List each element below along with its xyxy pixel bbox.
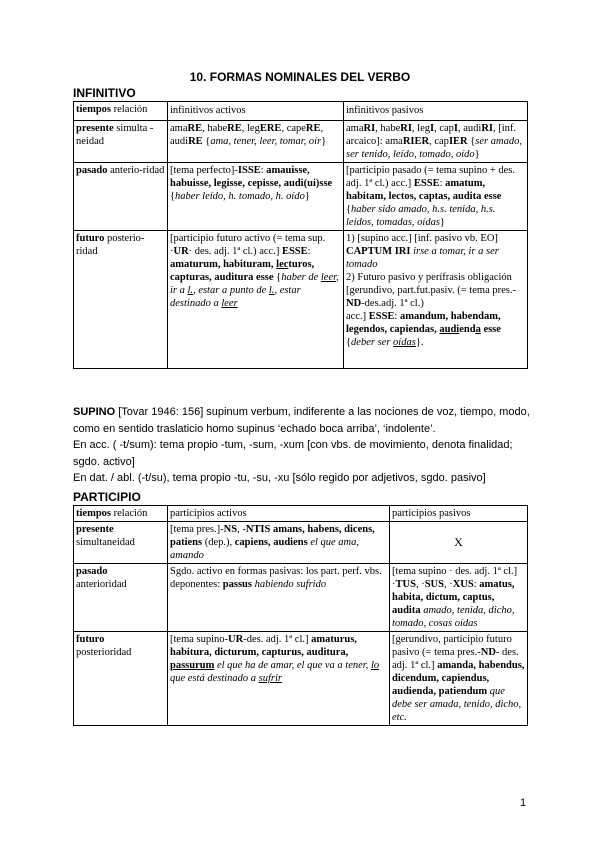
passive-cell: 1) [supino acc.] [inf. pasivo vb. EO] CAPTUM IRI irse a tomar, ir a ser tomado 2) Futuro pasivo y perífrasis obligación [gerundivo, part.fut.pasiv. (= tema pres.-ND-des.adj. 1ª cl.) acc.] ESSE: amandum, habendam, legendos, capiendas, audienda esse {deber ser oídas}. <box>344 231 528 369</box>
tense-cell: pasado anterioridad <box>74 564 168 632</box>
tense-cell: futuro posterioridad <box>74 632 168 726</box>
tense-cell: futuro posterio-ridad <box>74 231 168 369</box>
table-row <box>74 564 528 632</box>
supino-paragraph <box>73 404 533 487</box>
passive-cell-empty: X <box>390 522 528 564</box>
passive-cell: [tema supino · des. adj. 1ª cl.] ·TUS, ·SUS, ·XUS: amatus, habita, dictum, captus, audita amado, tenida, dicho, tomado, cosas oídas <box>390 564 528 632</box>
header-cell-tiempos: tiempos relación <box>74 102 168 121</box>
active-cell: [participio futuro activo (= tema sup. ·UR· des. adj. 1ª cl.) acc.] ESSE: amaturum, habituram, lecturos, capturas, auditura esse {haber de leer, ir a l., estar a punto de l., estar destinado a leer <box>168 231 344 369</box>
participio-table <box>73 505 528 726</box>
table-row <box>74 522 528 564</box>
infinitivo-table <box>73 101 528 369</box>
active-cell: Sgdo. activo en formas pasivas: los part. perf. vbs. deponentes: passus habiendo sufrido <box>168 564 390 632</box>
tense-cell: pasado anterio-ridad <box>74 163 168 231</box>
passive-cell: [participio pasado (= tema supino + des. adj. 1ª cl.) acc.] ESSE: amatum, habitam, lectos, captas, audita esse {haber sido amado, h.s. tenida, h.s. leídos, tomadas, oídas} <box>344 163 528 231</box>
active-cell: [tema supino-UR-des. adj. 1ª cl.] amaturus, habitura, dicturum, capturus, auditura, passurum el que ha de amar, el que va a tener, lo que está destinado a sufrir <box>168 632 390 726</box>
header-cell-activos: participios activos <box>168 506 390 522</box>
header-cell-tiempos: tiempos relación <box>74 506 168 522</box>
active-cell: [tema perfecto]-ISSE: amauisse, habuisse, legisse, cepisse, audi(ui)sse {haber leído, h. tomado, h. oído} <box>168 163 344 231</box>
table-row <box>74 163 528 231</box>
header-cell-pasivos: infinitivos pasivos <box>344 102 528 121</box>
section-heading-infinitivo: INFINITIVO <box>73 86 136 100</box>
table-header-row <box>74 102 528 121</box>
tense-cell: presente simultaneidad <box>74 522 168 564</box>
supino-line-3: En dat. / abl. (-t/su), tema propio -tu, -su, -xu [sólo regido por adjetivos, sgdo. pasivo] <box>73 472 486 484</box>
table-row <box>74 632 528 726</box>
section-heading-participio: PARTICIPIO <box>73 490 141 504</box>
supino-line-1: SUPINO [Tovar 1946: 156] supinum verbum, indiferente a las nociones de voz, tiempo, modo, como en sentido traslaticio homo supinus ‘echado boca arriba’, ‘indolente’. <box>73 406 530 435</box>
page-title: 10. FORMAS NOMINALES DEL VERBO <box>189 70 411 84</box>
active-cell: [tema pres.]-NS, -NTIS amans, habens, dicens, patiens (dep.), capiens, audiens el que ama, amando <box>168 522 390 564</box>
tense-cell: presente simulta -neidad <box>74 121 168 163</box>
page-number: 1 <box>520 797 527 809</box>
table-header-row <box>74 506 528 522</box>
passive-cell: amaRI, habeRI, legI, capI, audiRI, [inf. arcaico]: amaRIER, capIER {ser amado, ser tenido, leído, tomado, oído} <box>344 121 528 163</box>
header-cell-activos: infinitivos activos <box>168 102 344 121</box>
table-row <box>74 121 528 163</box>
header-cell-pasivos: participios pasivos <box>390 506 528 522</box>
supino-line-2: En acc. ( -t/sum): tema propio -tum, -sum, -xum [con vbs. de movimiento, denota finalidad; sgdo. activo] <box>73 439 513 468</box>
table-row <box>74 231 528 369</box>
passive-cell: [gerundivo, participio futuro pasivo (= tema pres.-ND- des. adj. 1ª cl.] amanda, habendus, dicendum, capiendus, audienda, patiendum que debe ser amada, tenido, dicho, etc. <box>390 632 528 726</box>
active-cell: amaRE, habeRE, legERE, capeRE, audiRE {ama, tener, leer, tomar, oír} <box>168 121 344 163</box>
